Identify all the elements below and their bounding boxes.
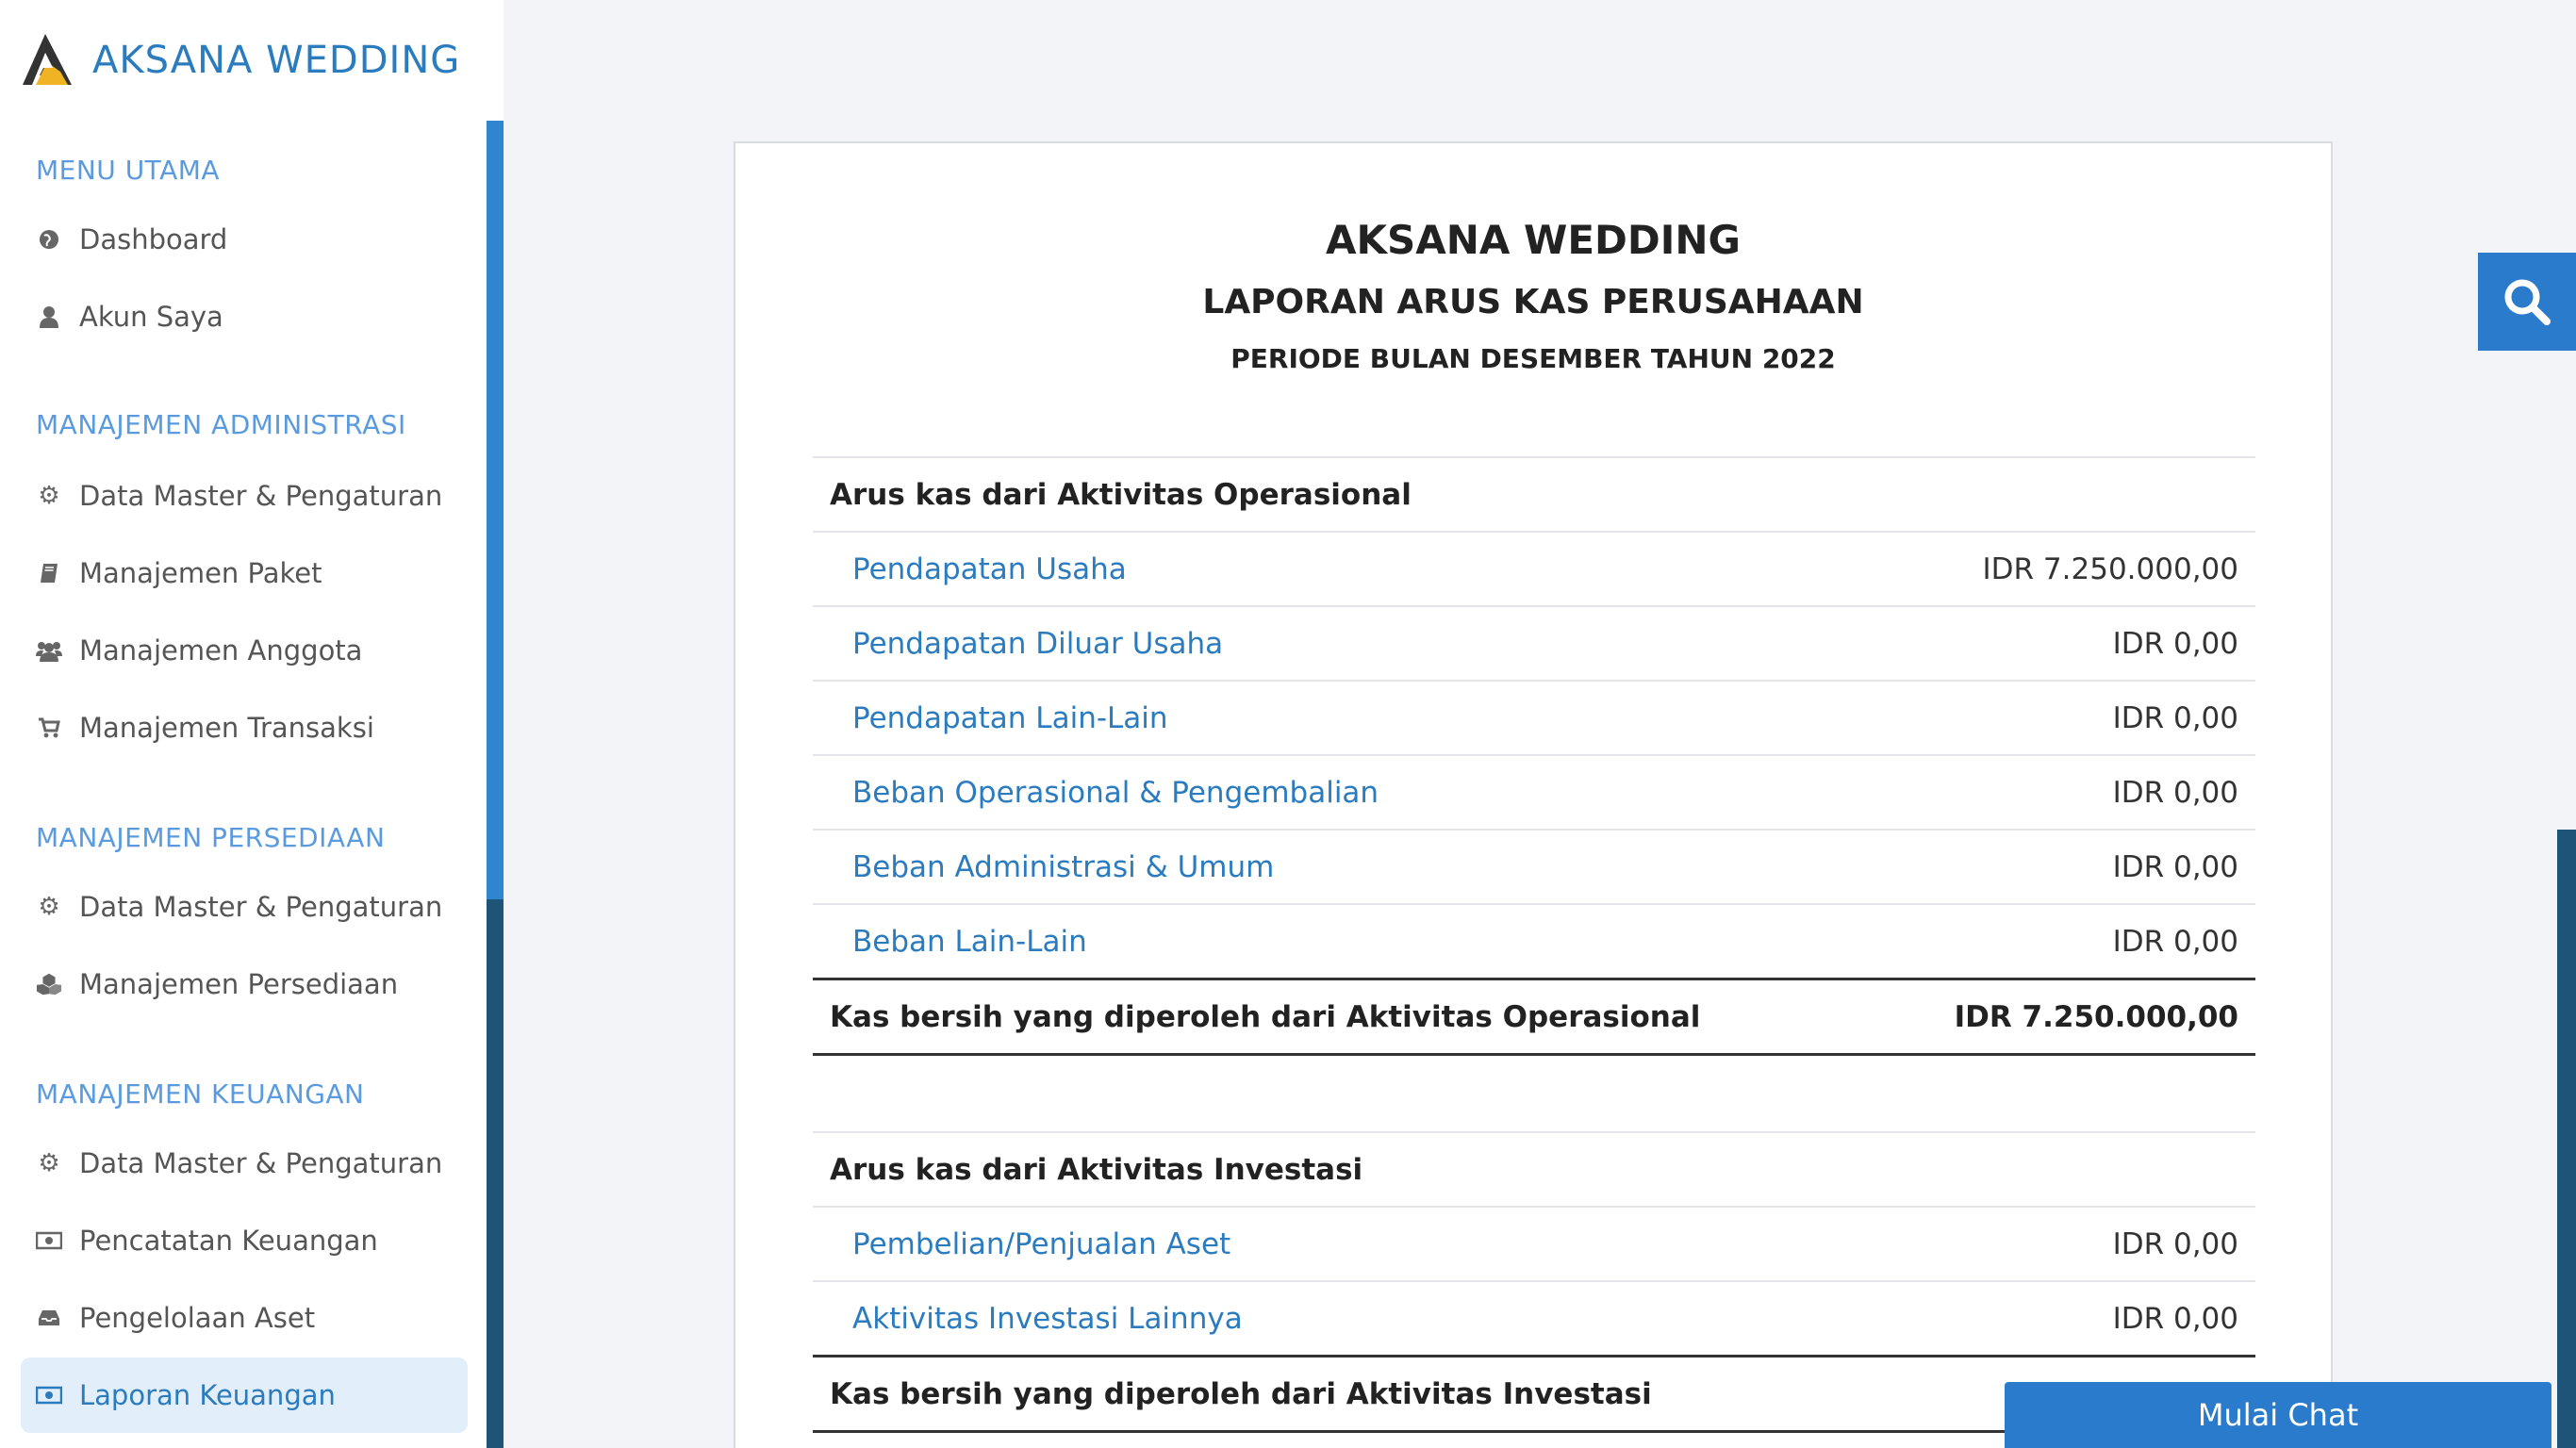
sidebar-scrollbar-thumb[interactable] <box>487 121 504 899</box>
nav-label: Pengelolaan Aset <box>79 1302 316 1334</box>
sidebar <box>0 0 504 1448</box>
report-row-value: IDR 0,00 <box>2112 700 2238 735</box>
report-row-value: IDR 0,00 <box>2112 924 2238 959</box>
report-row <box>813 680 2255 754</box>
report-row-value: IDR 0,00 <box>2112 849 2238 884</box>
nav-persediaan-data-master[interactable] <box>21 869 468 945</box>
cogs-icon: ⚙ <box>38 893 60 921</box>
nav-label: Data Master & Pengaturan <box>79 891 443 923</box>
nav-manajemen-paket[interactable] <box>21 535 468 611</box>
nav-pengelolaan-aset[interactable] <box>21 1280 468 1356</box>
report-row-value: IDR 0,00 <box>2112 775 2238 810</box>
cash-flow-report <box>734 141 2333 1448</box>
nav-label: Manajemen Transaksi <box>79 712 374 744</box>
money-icon <box>36 1227 62 1254</box>
report-row-link[interactable]: Pembelian/Penjualan Aset <box>852 1226 1231 1261</box>
report-row <box>813 1206 2255 1280</box>
report-row-link[interactable]: Beban Operasional & Pengembalian <box>852 775 1379 810</box>
nav-dashboard[interactable] <box>21 202 468 277</box>
total-value: IDR 7.250.000,00 <box>1954 999 2238 1034</box>
search-button[interactable] <box>2478 253 2576 351</box>
cogs-icon: ⚙ <box>38 482 60 510</box>
nav-admin-data-master[interactable] <box>21 458 468 534</box>
section-title-keuangan: MANAJEMEN KEUANGAN <box>36 1078 365 1110</box>
money-icon <box>36 1382 62 1408</box>
brand-name: AKSANA WEDDING <box>92 39 461 82</box>
search-icon <box>2502 276 2552 327</box>
report-row-value: IDR 0,00 <box>2112 626 2238 661</box>
users-icon <box>36 637 62 664</box>
book-icon <box>36 560 62 586</box>
section-header-label: Arus kas dari Aktivitas Investasi <box>830 1152 1363 1187</box>
nav-label: Manajemen Persediaan <box>79 968 399 1000</box>
right-edge-bar <box>2557 830 2576 1448</box>
logo-icon <box>19 30 75 90</box>
nav-label: Data Master & Pengaturan <box>79 1147 443 1179</box>
brand[interactable] <box>19 26 460 94</box>
nav-laporan-keuangan[interactable] <box>21 1358 468 1433</box>
nav-keuangan-data-master[interactable] <box>21 1126 468 1201</box>
user-icon <box>36 304 62 330</box>
report-subtitle: LAPORAN ARUS KAS PERUSAHAAN <box>1202 283 1864 321</box>
globe-icon <box>36 226 62 253</box>
report-row-link[interactable]: Beban Lain-Lain <box>852 924 1087 959</box>
report-row-link[interactable]: Pendapatan Lain-Lain <box>852 700 1168 735</box>
report-row <box>813 754 2255 829</box>
report-row-link[interactable]: Beban Administrasi & Umum <box>852 849 1275 884</box>
nav-label: Manajemen Anggota <box>79 634 363 666</box>
nav-label: Laporan Keuangan <box>79 1379 336 1411</box>
report-row <box>813 531 2255 605</box>
cogs-icon: ⚙ <box>38 1149 60 1177</box>
report-row-value: IDR 7.250.000,00 <box>1982 551 2238 586</box>
report-row-link[interactable]: Aktivitas Investasi Lainnya <box>852 1301 1243 1336</box>
report-row <box>813 605 2255 680</box>
report-row-value: IDR 0,00 <box>2112 1301 2238 1336</box>
nav-label: Akun Saya <box>79 301 223 333</box>
section-header-investasi <box>813 1131 2255 1206</box>
nav-manajemen-transaksi[interactable] <box>21 690 468 765</box>
cubes-icon <box>36 971 62 997</box>
report-row-link[interactable]: Pendapatan Usaha <box>852 551 1127 586</box>
section-header-operasional <box>813 456 2255 531</box>
nav-akun-saya[interactable] <box>21 279 468 354</box>
total-label: Kas bersih yang diperoleh dari Aktivitas Investasi <box>830 1376 1652 1411</box>
report-period: PERIODE BULAN DESEMBER TAHUN 2022 <box>1230 343 1836 374</box>
nav-manajemen-persediaan[interactable] <box>21 946 468 1022</box>
inbox-icon <box>36 1305 62 1331</box>
nav-manajemen-anggota[interactable] <box>21 613 468 688</box>
section-title-persediaan: MANAJEMEN PERSEDIAAN <box>36 822 386 853</box>
cart-icon <box>36 715 62 741</box>
nav-label: Dashboard <box>79 223 228 255</box>
section-title-administrasi: MANAJEMEN ADMINISTRASI <box>36 409 406 440</box>
nav-label: Pencatatan Keuangan <box>79 1225 378 1257</box>
report-row-link[interactable]: Pendapatan Diluar Usaha <box>852 626 1224 661</box>
start-chat-button[interactable]: Mulai Chat <box>2005 1382 2551 1448</box>
section-title-menu-utama: MENU UTAMA <box>36 155 221 186</box>
report-row <box>813 829 2255 903</box>
report-total-operasional <box>813 978 2255 1056</box>
section-header-label: Arus kas dari Aktivitas Operasional <box>830 477 1412 512</box>
report-row <box>813 1280 2255 1355</box>
nav-label: Manajemen Paket <box>79 557 322 589</box>
nav-pencatatan-keuangan[interactable] <box>21 1203 468 1278</box>
nav-label: Data Master & Pengaturan <box>79 480 443 512</box>
total-label: Kas bersih yang diperoleh dari Aktivitas Operasional <box>830 999 1701 1034</box>
report-row <box>813 903 2255 978</box>
report-company-title: AKSANA WEDDING <box>1325 217 1742 263</box>
report-row-value: IDR 0,00 <box>2112 1226 2238 1261</box>
